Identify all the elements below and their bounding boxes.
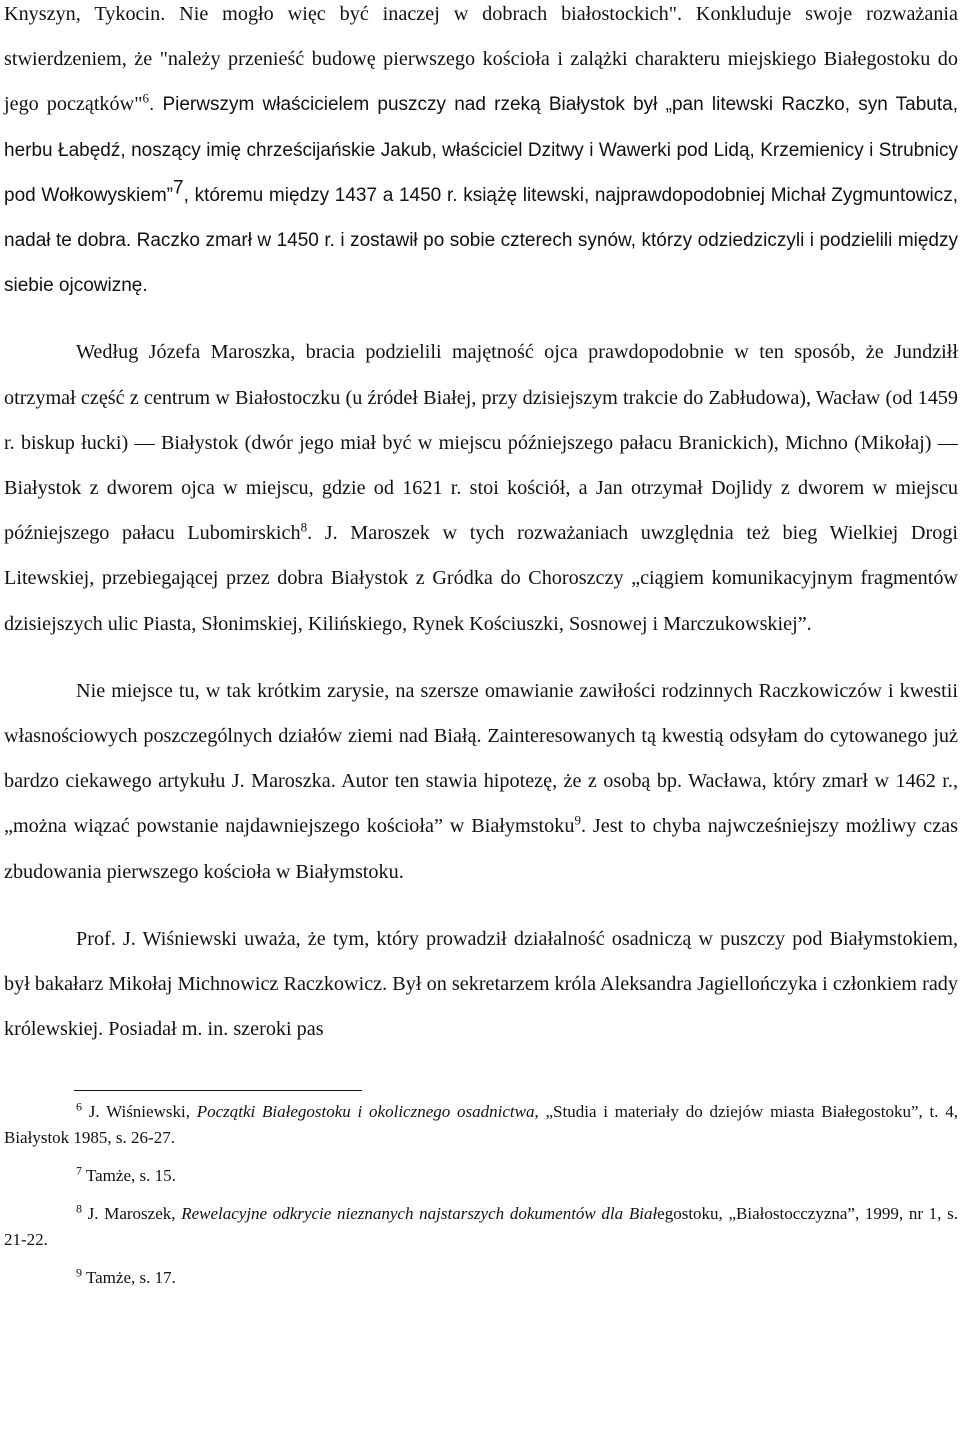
footnote-text: Tamże, s. 15.	[82, 1166, 176, 1186]
footnote-ref-8[interactable]: 8	[300, 519, 308, 535]
footnote-separator	[74, 1090, 362, 1091]
paragraph-3-text-b: . Jest to chyba najwcześniejszy możliwy czas zbudowania pierwszego kościoła w Białymstoku.	[4, 815, 958, 883]
body-text	[4, 0, 958, 1052]
footnote-title: Rewelacyjne odkrycie nieznanych najstarszych dokumentów dla Biał	[181, 1204, 658, 1224]
footnotes	[4, 1099, 958, 1291]
footnote-9	[4, 1265, 958, 1291]
footnote-number: 9	[76, 1265, 82, 1280]
paragraph-3-text-a: Nie miejsce tu, w tak krótkim zarysie, na szersze omawianie zawiłości rodzinnych Raczkowiczów i kwestii własnościowych poszczególnych działów ziemi nad Białą. Zainteresowanych tą kwestią odsyłam do cytowanego już bardzo ciekawego artykułu J. Maroszka. Autor ten stawia hipotezę, że z osobą bp. Wacława, który zmarł w 1462 r., „można wiązać powstanie najdawniejszego kościoła” w Białymstoku	[4, 679, 958, 838]
paragraph-2	[4, 330, 958, 646]
paragraph-2-text-a: Według Józefa Maroszka, bracia podzielili majętność ojca prawdopodobnie w ten sposób, że Jundziłł otrzymał część z centrum w Białostoczku (u źródeł Białej, przy dzisiejszym trakcie do Zabłudowa), Wacław (od 1459 r. biskup łucki) ― Białystok (dwór jego miał być w miejscu późniejszego pałacu Branickich), Michno (Mikołaj) ― Białystok z dworem ojca w miejscu, gdzie od 1621 r. stoi kościół, a Jan otrzymał Dojlidy z dworem w miejscu późniejszego pałacu Lubomirskich	[4, 341, 958, 545]
paragraph-3	[4, 669, 958, 895]
footnote-number: 6	[76, 1099, 82, 1114]
footnote-ref-6[interactable]: 6	[142, 90, 149, 106]
paragraph-1-text-a: Knyszyn, Tykocin. Nie mogło więc być inaczej w dobrach białostockich". Konkluduje swoje rozważania stwierdzeniem, że "należy przenieść budowę pierwszego kościoła i zalążki charakteru miejskiego Białegostoku do jego początków"	[4, 3, 958, 116]
paragraph-1-text-b: . Pierwszym właścicielem puszczy nad rzeką Białystok był „pan litewski Raczko, syn Tabuta, herbu Łabędź, noszący imię chrześcijańskie Jakub, właściciel Dzitwy i Wawerki pod Lidą, Krzemienicy i Strubnicy pod Wołkowyskiem”	[4, 94, 958, 206]
footnote-ref-7[interactable]: 7	[173, 177, 184, 199]
footnote-text: , „Studia i materiały do dziejów miasta Białegostoku”, t. 4, Białystok 1985, s. 26-27.	[4, 1102, 959, 1148]
paragraph-1-text-c: , któremu między 1437 a 1450 r. książę litewski, najprawdopodobniej Michał Zygmuntowicz, nadał te dobra. Raczko zmarł w 1450 r. i zostawił po sobie czterech synów, którzy odziedziczyli i podzielili między siebie ojcowiznę.	[4, 184, 959, 297]
paragraph-2-text-b: . J. Maroszek w tych rozważaniach uwzględnia też bieg Wielkiej Drogi Litewskiej, przebiegającej przez dobra Białystok z Gródka do Choroszczy „ciągiem komunikacyjnym fragmentów dzisiejszych ulic Piasta, Słonimskiej, Kilińskiego, Rynek Kościuszki, Sosnowej i Marczukowskiej”.	[4, 522, 958, 635]
footnote-text: J. Wiśniewski,	[82, 1102, 197, 1122]
footnote-text: J. Maroszek,	[82, 1204, 182, 1224]
footnote-8	[4, 1201, 958, 1253]
footnote-ref-9[interactable]: 9	[574, 812, 581, 828]
paragraph-4: Prof. J. Wiśniewski uważa, że tym, który prowadził działalność osadniczą w puszczy pod Białymstokiem, był bakałarz Mikołaj Michnowicz Raczkowicz. Był on sekretarzem króla Aleksandra Jagiellończyka i członkiem rady królewskiej. Posiadał m. in. szeroki pas	[4, 927, 958, 1041]
paragraph-1	[4, 0, 958, 308]
footnote-title: Początki Białegostoku i okolicznego osadnictwa	[196, 1102, 535, 1122]
footnote-6	[4, 1099, 958, 1151]
footnote-text: Tamże, s. 17.	[82, 1268, 176, 1288]
footnote-7	[4, 1163, 958, 1189]
footnote-number: 8	[76, 1201, 82, 1216]
footnote-number: 7	[76, 1163, 82, 1178]
footnote-text: egostoku, „Białostocczyzna”, 1999, nr 1, s. 21-22.	[4, 1204, 958, 1250]
